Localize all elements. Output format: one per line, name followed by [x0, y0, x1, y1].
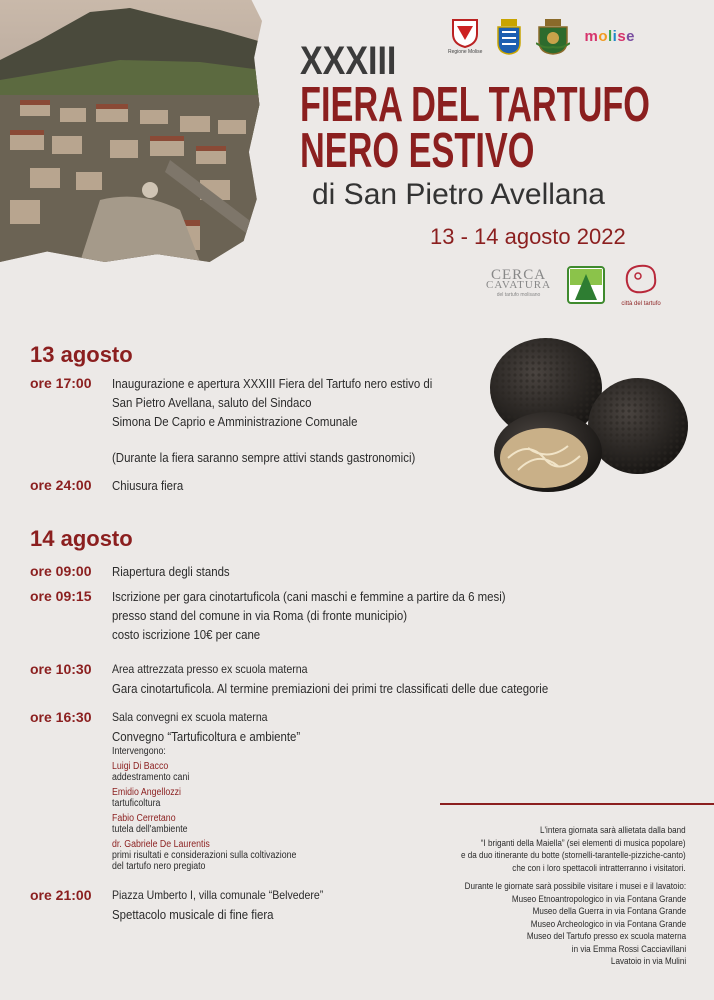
event-time: ore 24:00 [30, 477, 92, 493]
speaker-role: addestramento cani [112, 772, 190, 783]
village-photo [0, 0, 262, 262]
note-line: Museo della Guerra in via Fontana Grande [532, 906, 686, 916]
note-line: Museo Etnoantropologico in via Fontana Grande [511, 893, 686, 904]
event-description [112, 476, 570, 495]
event-description [112, 374, 570, 431]
note-line: “I briganti della Maiella” (sei elementi di musica popolare) [481, 837, 686, 848]
sponsor-logos-mid [486, 262, 661, 307]
village-aerial-image [0, 0, 262, 262]
day1-heading: 13 agosto [30, 342, 133, 367]
museums-note [464, 880, 686, 968]
event-line: Spettacolo musicale di fine fiera [112, 907, 274, 922]
event-line: Area attrezzata presso ex scuola materna [112, 662, 308, 676]
event-line: Inaugurazione e apertura XXXIII Fiera del Tartufo nero estivo di [112, 376, 433, 391]
event-line: Simona De Caprio e Amministrazione Comunale [112, 414, 358, 429]
cerca-subtitle: del tartufo molisano [496, 291, 541, 298]
day2-heading: 14 agosto [30, 526, 133, 551]
event-line: presso stand del comune in via Roma (di fronte municipio) [112, 608, 408, 623]
regione-label: Regione Molise [448, 49, 483, 55]
event-title [300, 39, 700, 249]
event-line: Sala convegni ex scuola materna [112, 710, 268, 724]
note-line: che con i loro spettacoli intratterranno i visitatori. [512, 862, 686, 873]
cerca-text: CERCA [491, 266, 547, 283]
event-time: ore 16:30 [30, 709, 92, 725]
event-line: Piazza Umberto I, villa comunale “Belvedere” [112, 888, 324, 902]
event-line: (Durante la fiera saranno sempre attivi stands gastronomici) [112, 450, 416, 465]
event-time: ore 09:00 [30, 563, 92, 579]
speaker-name: Emidio Angellozzi [112, 787, 181, 798]
event-line: Chiusura fiera [112, 478, 184, 493]
event-description [112, 448, 570, 467]
cavatura-text: CAVATURA [486, 278, 552, 291]
note-line: Durante le giornate sarà possibile visitare i musei e il lavatoio: [464, 881, 686, 891]
green-park-logo [567, 266, 605, 304]
event-line: San Pietro Avellana, saluto del Sindaco [112, 395, 312, 410]
event-description [112, 562, 570, 581]
event-place: di San Pietro Avellana [312, 178, 605, 211]
note-line: in via Emma Rossi Cacciavillani [571, 943, 686, 954]
note-line: e da duo itinerante du botte (stornelli-tarantelle-pizziche-canto) [461, 850, 686, 860]
event-line: Riapertura degli stands [112, 564, 230, 579]
tree-badge-icon [567, 266, 605, 304]
event-time: ore 17:00 [30, 375, 92, 391]
edition-number: XXXIII [300, 39, 397, 83]
note-line: Museo del Tartufo presso ex scuola materna [526, 931, 686, 941]
event-line: costo iscrizione 10€ per cane [112, 627, 261, 642]
note-line: L'intera giornata sarà allietata dalla band [540, 825, 686, 835]
event-time: ore 21:00 [30, 887, 92, 903]
note-line: Museo Archeologico in via Fontana Grande [530, 918, 686, 929]
speaker-name: Fabio Cerretano [112, 813, 176, 824]
music-note [461, 824, 686, 874]
cerca-cavatura-logo [486, 266, 552, 300]
event-line: Convegno “Tartuficoltura e ambiente” [112, 729, 301, 744]
event-line: Iscrizione per gara cinotartuficola (cani maschi e femmine a partire da 6 mesi) [112, 589, 506, 604]
citta-del-tartufo-logo [621, 262, 661, 307]
citta-label: città del tartufo [621, 301, 661, 307]
speaker-role: del tartufo nero pregiato [112, 861, 206, 872]
speaker-role: tartuficoltura [112, 798, 161, 809]
molise-wordmark: molise [584, 28, 636, 45]
truffle-outline-icon [621, 262, 661, 296]
title-line-2: NERO ESTIVO [300, 124, 535, 178]
event-time: ore 10:30 [30, 661, 92, 677]
event-dates: 13 - 14 agosto 2022 [430, 224, 626, 249]
speaker-role: tutela dell'ambiente [112, 824, 188, 835]
speaker-name: dr. Gabriele De Laurentis [112, 839, 210, 850]
speaker-role: primi risultati e considerazioni sulla coltivazione [112, 850, 297, 861]
title-line-1: FIERA DEL TARTUFO [300, 78, 650, 132]
intervengono-label: Intervengono: [112, 746, 166, 757]
event-line: Gara cinotartuficola. Al termine premiazioni dei primi tre classificati delle due categorie [112, 681, 549, 696]
event-description [112, 660, 570, 698]
event-description [112, 587, 570, 644]
event-time: ore 09:15 [30, 588, 92, 604]
notes-divider [440, 803, 714, 805]
note-line: Lavatoio in via Mulini [610, 956, 686, 966]
speaker-name: Luigi Di Bacco [112, 761, 169, 772]
